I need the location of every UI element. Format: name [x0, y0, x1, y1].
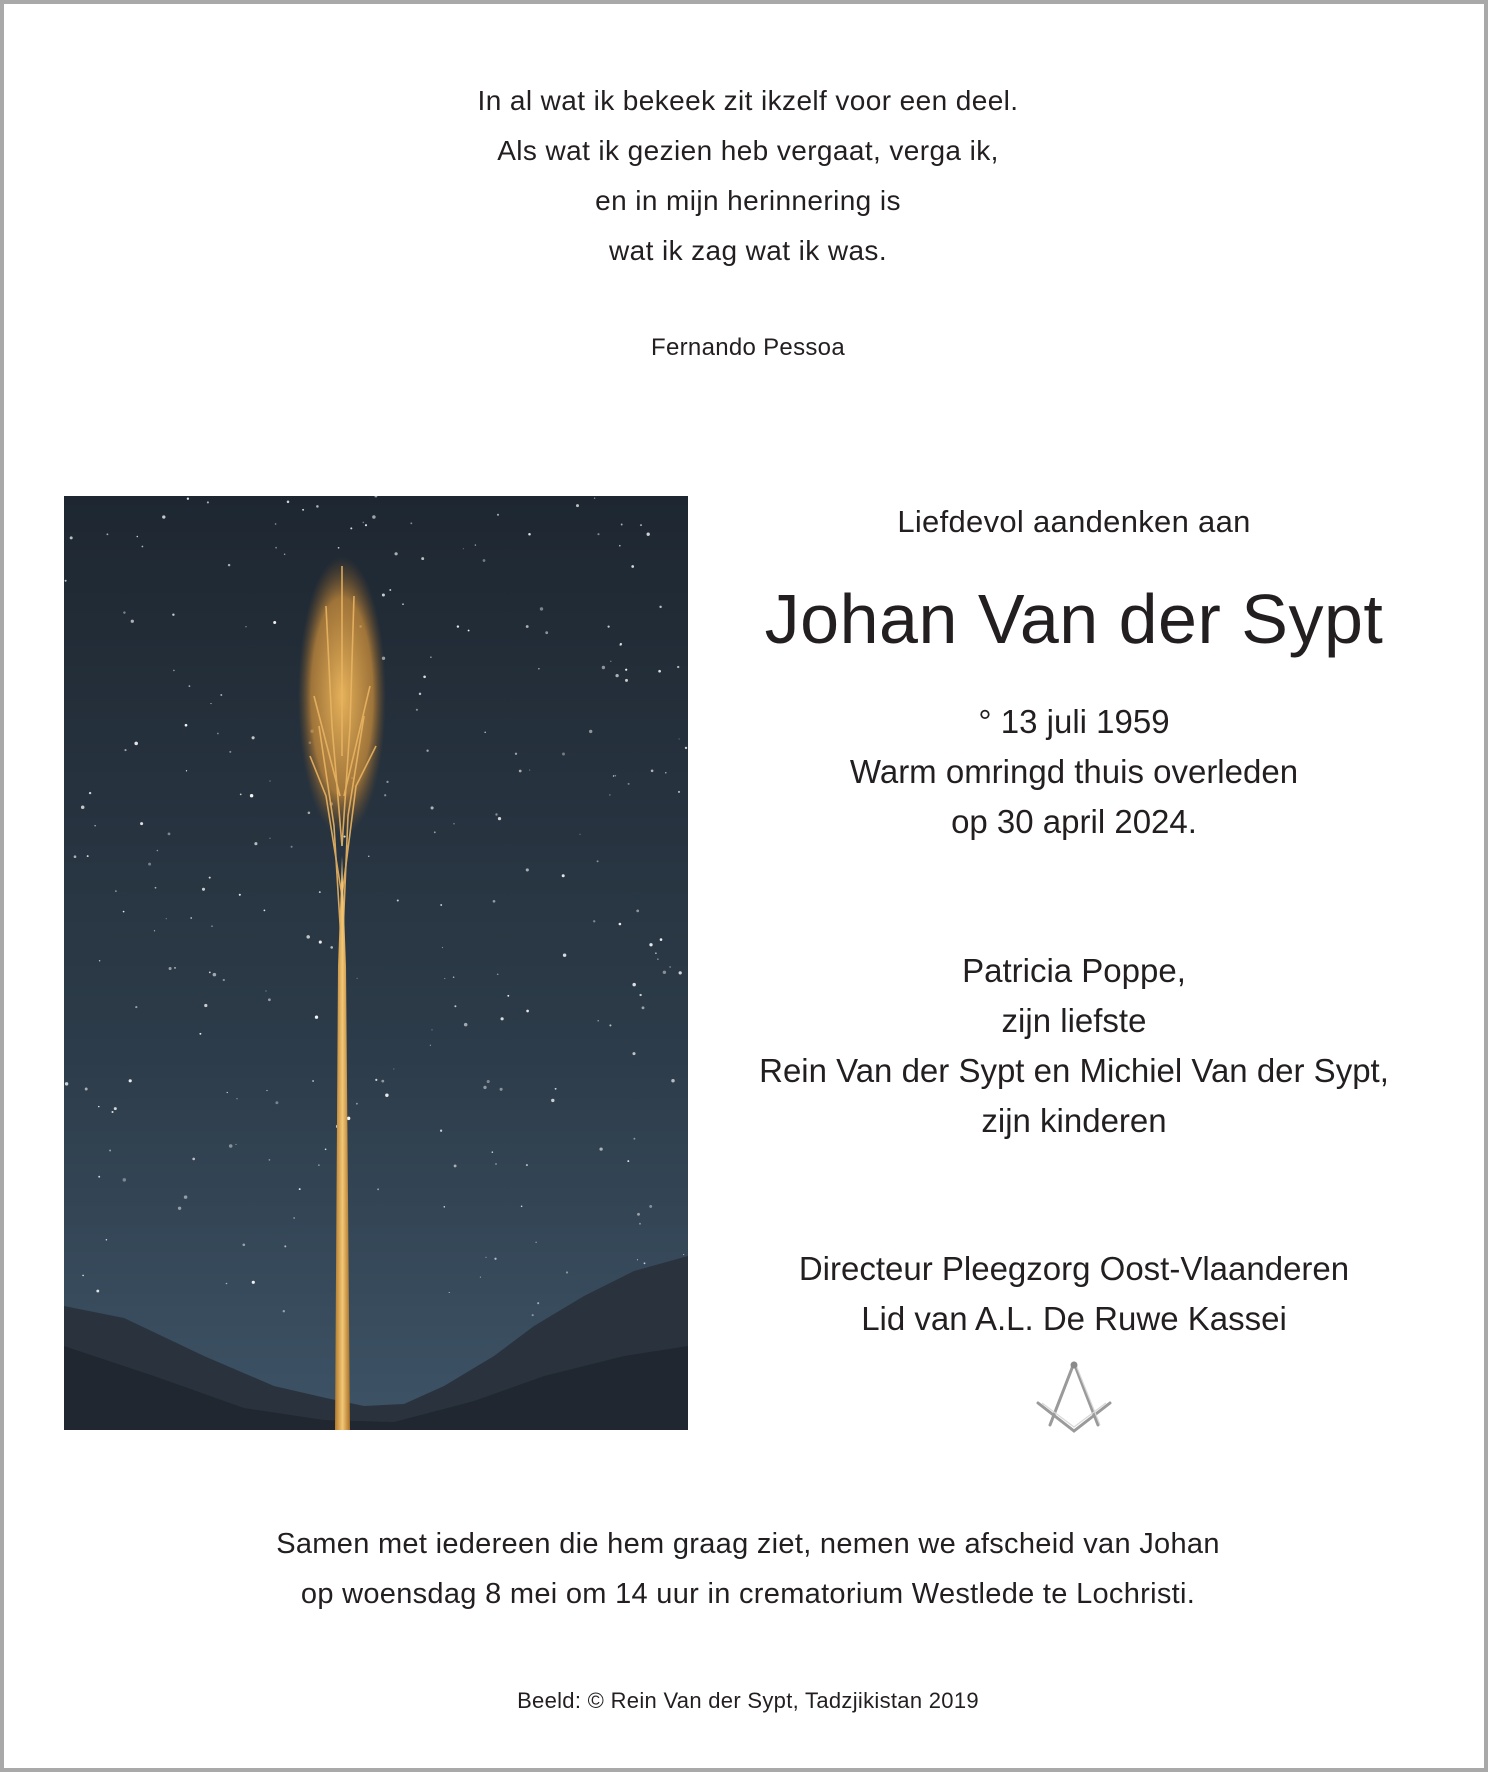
- star: [492, 1151, 494, 1153]
- star: [312, 1080, 314, 1082]
- star: [627, 1160, 629, 1162]
- star: [625, 679, 628, 682]
- star: [356, 1103, 358, 1105]
- star: [172, 613, 174, 615]
- star: [242, 1243, 245, 1246]
- star: [440, 1130, 442, 1132]
- star: [532, 1314, 534, 1316]
- star: [426, 749, 428, 751]
- star: [431, 806, 434, 809]
- star: [528, 533, 531, 536]
- star: [162, 515, 165, 518]
- star: [135, 1006, 137, 1008]
- star: [526, 1164, 528, 1166]
- star: [655, 952, 656, 953]
- star: [137, 536, 139, 538]
- funeral-line-1: Samen met iedereen die hem graag ziet, nemen we afscheid van Johan: [276, 1528, 1220, 1560]
- star: [480, 1277, 481, 1278]
- star: [454, 1164, 457, 1167]
- star: [199, 1033, 201, 1035]
- star: [140, 822, 143, 825]
- star: [227, 1092, 228, 1093]
- star: [318, 1164, 320, 1166]
- star: [444, 978, 445, 979]
- children-role: zijn kinderen: [981, 1102, 1167, 1139]
- star: [535, 1242, 536, 1243]
- star: [678, 791, 680, 793]
- star: [468, 630, 470, 632]
- star: [211, 925, 212, 926]
- star: [639, 1223, 641, 1225]
- star: [65, 1082, 68, 1085]
- star: [610, 661, 611, 662]
- star: [615, 674, 618, 677]
- star: [576, 504, 579, 507]
- star: [529, 770, 530, 771]
- star: [357, 978, 358, 979]
- star: [372, 515, 376, 519]
- star: [685, 747, 687, 749]
- star: [430, 1045, 431, 1046]
- star: [671, 1079, 674, 1082]
- star: [683, 1254, 684, 1255]
- star: [220, 694, 222, 696]
- star: [123, 911, 125, 913]
- star: [631, 565, 634, 568]
- star: [275, 547, 277, 549]
- star: [134, 742, 138, 746]
- star: [245, 626, 246, 627]
- star: [526, 625, 529, 628]
- star: [442, 947, 443, 948]
- star: [602, 666, 605, 669]
- star: [174, 967, 176, 969]
- star: [123, 1178, 126, 1181]
- star: [440, 904, 442, 906]
- star: [186, 770, 187, 771]
- star: [184, 1195, 188, 1199]
- star: [642, 1006, 645, 1009]
- star: [644, 1262, 646, 1264]
- star: [325, 1148, 327, 1150]
- star: [538, 668, 539, 669]
- star: [633, 1138, 635, 1140]
- star: [495, 813, 497, 815]
- roles-block: [714, 1244, 1434, 1344]
- star: [173, 670, 175, 672]
- star: [319, 891, 321, 893]
- star: [637, 1259, 638, 1260]
- star: [545, 631, 548, 634]
- star: [497, 973, 499, 975]
- poem-line: wat ik zag wat ik was.: [609, 235, 887, 266]
- birth-date: ° 13 juli 1959: [978, 703, 1170, 740]
- star: [639, 994, 641, 996]
- star: [515, 753, 517, 755]
- children-names: Rein Van der Sypt en Michiel Van der Sypt,: [759, 1052, 1389, 1089]
- image-credit: Beeld: © Rein Van der Sypt, Tadzjikistan 2019: [517, 1688, 979, 1713]
- star: [269, 1159, 271, 1161]
- star: [287, 501, 290, 504]
- star: [284, 553, 286, 555]
- starry-sky-tree-photo: [64, 496, 688, 1430]
- star: [124, 749, 126, 751]
- star: [501, 1017, 504, 1020]
- star: [493, 900, 496, 903]
- star: [614, 775, 616, 777]
- star: [589, 730, 592, 733]
- star: [264, 910, 266, 912]
- star: [293, 1217, 294, 1218]
- star: [537, 1302, 539, 1304]
- star: [284, 1245, 286, 1247]
- star: [463, 548, 464, 549]
- star: [475, 544, 476, 545]
- star: [507, 995, 509, 997]
- poem-line: Als wat ik gezien heb vergaat, verga ik,: [497, 135, 999, 166]
- star: [609, 1024, 611, 1026]
- star: [347, 1117, 350, 1120]
- star: [239, 894, 241, 896]
- deceased-name: Johan Van der Sypt: [764, 580, 1384, 658]
- star: [619, 545, 621, 547]
- star: [382, 593, 385, 596]
- star: [619, 923, 622, 926]
- star: [252, 1281, 255, 1284]
- star: [169, 967, 172, 970]
- square-and-compass-icon: [1034, 1359, 1114, 1433]
- star: [190, 917, 192, 919]
- star: [526, 868, 529, 871]
- star: [640, 524, 642, 526]
- star: [381, 1080, 384, 1083]
- star: [562, 753, 565, 756]
- star: [316, 505, 319, 508]
- star: [375, 1079, 377, 1081]
- star: [157, 850, 159, 852]
- star: [98, 1176, 100, 1178]
- star: [665, 772, 667, 774]
- star: [202, 888, 205, 891]
- star: [363, 522, 365, 524]
- star: [562, 874, 565, 877]
- poem-line: en in mijn herinnering is: [595, 185, 901, 216]
- star: [386, 781, 388, 783]
- partner-role: zijn liefste: [1001, 1002, 1147, 1039]
- star: [410, 522, 412, 524]
- star: [384, 794, 386, 796]
- star: [213, 973, 217, 977]
- star: [431, 1029, 432, 1030]
- role-line-1: Directeur Pleegzorg Oost-Vlaanderen: [798, 1250, 1350, 1287]
- star: [106, 533, 108, 535]
- star: [593, 920, 595, 922]
- star: [207, 501, 209, 503]
- star: [487, 1080, 490, 1083]
- star: [649, 1205, 652, 1208]
- star: [421, 557, 424, 560]
- star: [99, 960, 100, 961]
- star: [74, 855, 77, 858]
- star: [228, 564, 230, 566]
- star: [498, 817, 501, 820]
- star: [419, 693, 421, 695]
- star: [273, 621, 276, 624]
- star: [142, 546, 144, 548]
- star: [555, 1088, 557, 1090]
- death-line-1: Warm omringd thuis overleden: [849, 753, 1299, 790]
- star: [148, 863, 151, 866]
- star: [209, 877, 211, 879]
- star: [540, 607, 543, 610]
- star: [106, 1239, 108, 1241]
- star: [566, 1271, 568, 1273]
- star: [330, 946, 333, 949]
- star: [660, 938, 663, 941]
- star: [338, 547, 340, 549]
- star: [594, 498, 595, 499]
- star: [114, 1107, 117, 1110]
- star: [166, 918, 167, 919]
- poem-author: Fernando Pessoa: [651, 334, 845, 361]
- star: [597, 860, 599, 862]
- star: [521, 1206, 523, 1208]
- star: [87, 855, 89, 857]
- star: [609, 794, 610, 795]
- star: [192, 1158, 195, 1161]
- star: [677, 666, 679, 668]
- family-block: [714, 946, 1434, 1146]
- star: [185, 724, 188, 727]
- star: [115, 890, 117, 892]
- star: [350, 527, 352, 529]
- star: [155, 887, 157, 889]
- star: [283, 1310, 285, 1312]
- star: [454, 1005, 456, 1007]
- dates-block: [714, 697, 1434, 847]
- star: [551, 1099, 554, 1102]
- star: [315, 1016, 318, 1019]
- star: [608, 626, 610, 628]
- star: [89, 792, 91, 794]
- star: [209, 972, 211, 974]
- star: [81, 805, 85, 809]
- star: [123, 611, 125, 613]
- star: [111, 1111, 113, 1113]
- star: [500, 1088, 503, 1091]
- star: [365, 524, 367, 526]
- star: [416, 709, 418, 711]
- star: [658, 670, 661, 673]
- star: [189, 685, 191, 687]
- star: [319, 941, 322, 944]
- star: [250, 794, 253, 797]
- star: [430, 656, 432, 658]
- star: [579, 834, 580, 835]
- star: [495, 1163, 497, 1165]
- star: [526, 1010, 529, 1013]
- memorial-intro: Liefdevol aandenken aan: [897, 504, 1251, 539]
- star: [457, 625, 459, 627]
- star: [434, 831, 436, 833]
- star: [483, 559, 486, 562]
- star: [494, 1258, 496, 1260]
- star: [444, 1206, 445, 1207]
- star: [229, 751, 231, 753]
- role-line-2: Lid van A.L. De Ruwe Kassei: [861, 1300, 1287, 1337]
- star: [657, 958, 658, 959]
- star: [236, 1098, 237, 1099]
- star: [265, 990, 266, 991]
- star: [637, 1213, 640, 1216]
- star: [275, 1101, 278, 1104]
- star: [210, 703, 211, 704]
- star: [449, 1292, 450, 1293]
- star: [368, 856, 369, 857]
- star: [65, 580, 67, 582]
- star: [226, 1283, 228, 1285]
- star: [109, 1150, 111, 1152]
- star: [663, 971, 666, 974]
- star: [291, 846, 293, 848]
- star: [187, 498, 189, 500]
- star: [402, 603, 404, 605]
- star: [168, 833, 171, 836]
- partner-name: Patricia Poppe,: [962, 952, 1186, 989]
- star: [464, 1023, 468, 1027]
- star: [129, 1079, 132, 1082]
- star: [70, 536, 73, 539]
- star: [613, 775, 614, 776]
- star: [223, 979, 225, 981]
- star: [679, 738, 680, 739]
- star: [453, 976, 455, 978]
- star: [659, 606, 661, 608]
- star: [269, 838, 270, 839]
- star: [85, 1088, 88, 1091]
- star: [229, 1144, 233, 1148]
- star: [393, 1068, 394, 1069]
- poem: [4, 76, 1488, 276]
- star: [632, 983, 636, 987]
- star: [599, 1147, 602, 1150]
- star: [94, 825, 95, 826]
- star: [131, 620, 134, 623]
- star: [266, 1090, 267, 1091]
- star: [563, 953, 566, 956]
- star: [82, 1275, 84, 1277]
- star: [252, 736, 255, 739]
- star: [625, 669, 627, 671]
- star: [235, 1144, 236, 1145]
- star: [240, 794, 242, 796]
- star: [651, 769, 654, 772]
- star: [519, 770, 522, 773]
- star: [385, 1094, 388, 1097]
- star: [632, 1052, 635, 1055]
- star: [647, 533, 650, 536]
- star: [178, 1207, 181, 1210]
- star: [485, 1257, 486, 1258]
- star: [268, 998, 271, 1001]
- star: [620, 643, 622, 645]
- star: [497, 514, 499, 516]
- star: [597, 1020, 599, 1022]
- star: [204, 1004, 207, 1007]
- funeral-notice: [4, 1519, 1488, 1619]
- star: [669, 966, 670, 967]
- star: [389, 589, 391, 591]
- star: [621, 524, 623, 526]
- star: [269, 780, 270, 781]
- star: [397, 899, 399, 901]
- star: [597, 533, 599, 535]
- star: [254, 842, 257, 845]
- star: [453, 823, 455, 825]
- star: [636, 910, 639, 913]
- star: [377, 1188, 379, 1190]
- photo-image: [64, 496, 688, 1430]
- star: [423, 675, 426, 678]
- star: [299, 1188, 301, 1190]
- star: [483, 1086, 486, 1089]
- death-line-2: op 30 april 2024.: [951, 803, 1197, 840]
- star: [306, 935, 310, 939]
- poem-line: In al wat ik bekeek zit ikzelf voor een deel.: [477, 85, 1019, 116]
- star: [275, 523, 277, 525]
- star: [484, 732, 486, 734]
- star: [96, 1290, 99, 1293]
- star: [308, 812, 311, 815]
- star: [217, 733, 219, 735]
- funeral-line-2: op woensdag 8 mei om 14 uur in crematorium Westlede te Lochristi.: [300, 1578, 1196, 1610]
- star: [98, 1106, 99, 1107]
- star: [395, 552, 398, 555]
- star: [649, 943, 652, 946]
- star: [679, 971, 682, 974]
- star: [628, 783, 630, 785]
- star: [302, 509, 304, 511]
- star: [154, 930, 155, 931]
